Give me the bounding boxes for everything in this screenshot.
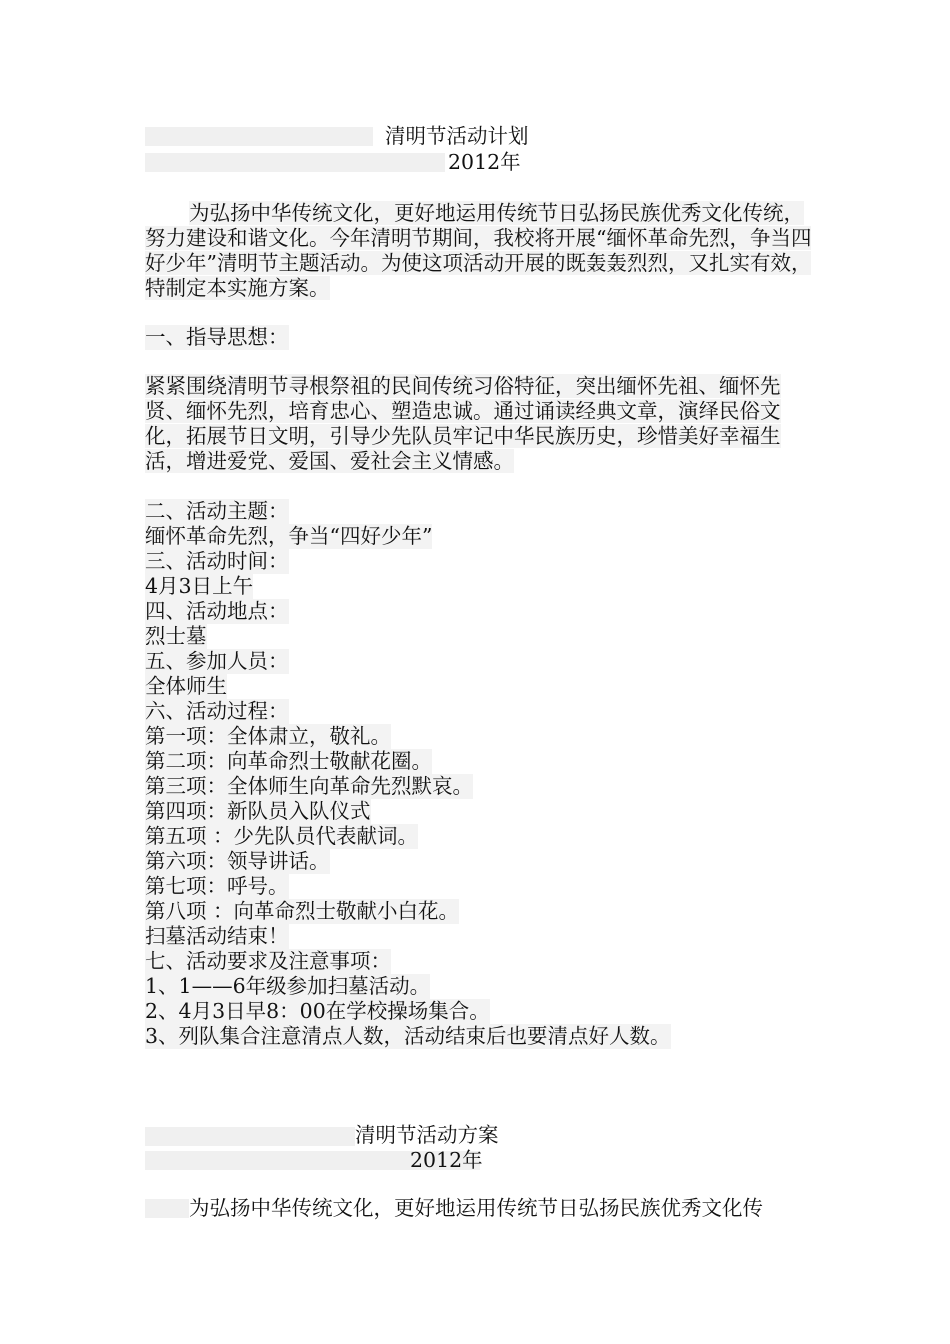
plan-line: 第二项：向革命烈士敬献花圈。 [145,749,432,773]
plan-line: 第八项 ：向革命烈士敬献小白花。 [145,899,460,923]
plan-line: 四、活动地点： [145,599,289,623]
section-body-1 [145,374,815,474]
section-body-1-text: 紧紧围绕清明节寻根祭祖的民间传统习俗特征，突出缅怀先祖、缅怀先贤、缅怀先烈，培育忠心、塑造忠诚。通过诵读经典文章，演绎民俗文化，拓展节日文明，引导少先队员牢记中华民族历史，珍惜美好幸福生活，增进爱党、爱国、爱社会主义情感。 [145,374,781,473]
plan-line: 2、4月3日早8：00在学校操场集合。 [145,999,490,1023]
plan-line: 六、活动过程： [145,699,289,723]
title-bar-2 [145,1127,355,1146]
plan-title: 清明节活动计划 [385,124,529,148]
indent-bar [145,1199,189,1218]
plan-line: 三、活动时间： [145,549,289,573]
plan-line: 第一项：全体肃立，敬礼。 [145,724,391,748]
plan-line: 扫墓活动结束！ [145,924,289,948]
plan-line: 烈士墓 [145,624,207,648]
section-heading-1: 一、指导思想： [145,325,289,349]
plan-line: 3、列队集合注意清点人数，活动结束后也要清点好人数。 [145,1024,671,1048]
plan-line: 五、参加人员： [145,649,289,673]
plan-line: 全体师生 [145,674,227,698]
plan-intro [145,201,815,301]
plan-line: 二、活动主题： [145,499,289,523]
plan-line: 1、1——6年级参加扫墓活动。 [145,974,431,998]
plan-intro-text: 为弘扬中华传统文化，更好地运用传统节日弘扬民族优秀文化传统，努力建设和谐文化。今年清明节期间，我校将开展“缅怀革命先烈，争当四好少年”清明节主题活动。为使这项活动开展的既轰轰烈烈，又扎实有效，特制定本实施方案。 [145,201,812,300]
plan-line: 第六项：领导讲话。 [145,849,330,873]
scheme-year: 2012年 [410,1148,483,1172]
plan-line: 第五项 ：少先队员代表献词。 [145,824,419,848]
plan-year: 2012年 [448,150,521,174]
scheme-title: 清明节活动方案 [355,1123,499,1147]
plan-line: 第三项：全体师生向革命先烈默哀。 [145,774,473,798]
plan-line: 七、活动要求及注意事项： [145,949,391,973]
plan-line: 第七项：呼号。 [145,874,289,898]
title-bar-1 [145,127,373,146]
plan-line: 4月3日上午 [145,574,254,598]
scheme-intro-start: 为弘扬中华传统文化，更好地运用传统节日弘扬民族优秀文化传 [189,1196,763,1220]
year-bar-1 [145,153,445,172]
plan-line: 缅怀革命先烈，争当“四好少年” [145,524,433,548]
plan-line: 第四项：新队员入队仪式 [145,799,371,823]
